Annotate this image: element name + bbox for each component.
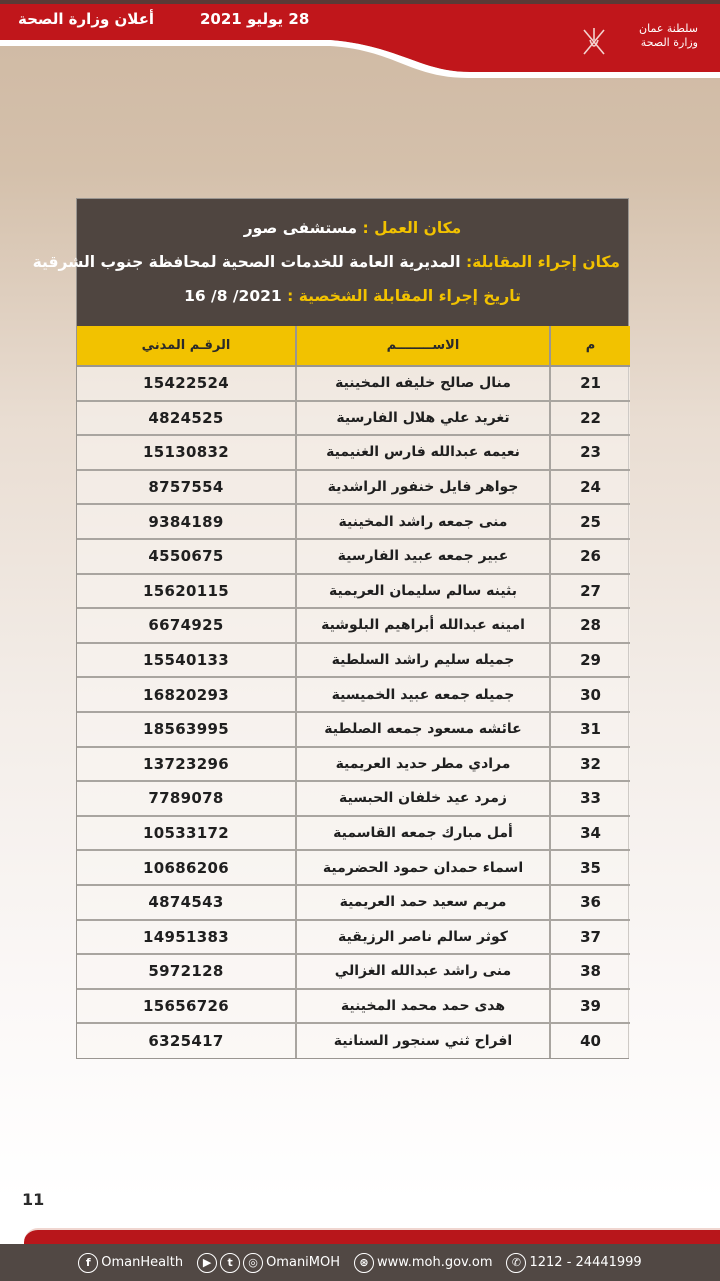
- civil-id: 15656726: [77, 989, 296, 1024]
- table-row: [77, 435, 630, 470]
- row-number: 33: [550, 781, 630, 816]
- candidate-name: عبير جمعه عبيد الفارسية: [296, 539, 550, 574]
- facebook-link[interactable]: [78, 1253, 183, 1273]
- row-number: 37: [550, 920, 630, 955]
- table-row: [77, 643, 630, 678]
- civil-id: 9384189: [77, 504, 296, 539]
- row-number: 24: [550, 470, 630, 505]
- table-row: [77, 989, 630, 1024]
- announcement-title: أعلان وزارة الصحة: [18, 10, 155, 28]
- table-row: [77, 747, 630, 782]
- page-number: 11: [22, 1190, 45, 1209]
- candidate-name: زمرد عيد خلفان الحبسية: [296, 781, 550, 816]
- phone-number: 1212 - 24441999: [529, 1255, 642, 1270]
- row-number: 39: [550, 989, 630, 1024]
- candidate-name: جواهر فايل خنفور الراشدية: [296, 470, 550, 505]
- interview-info-box: [32, 199, 628, 326]
- table-row: [77, 712, 630, 747]
- table-row: [77, 401, 630, 436]
- table-row: [77, 954, 630, 989]
- row-number: 22: [550, 401, 630, 436]
- row-number: 31: [550, 712, 630, 747]
- facebook-handle: OmanHealth: [101, 1255, 184, 1270]
- civil-id: 15620115: [77, 574, 296, 609]
- youtube-icon[interactable]: ▶: [197, 1253, 217, 1273]
- facebook-icon: f: [78, 1253, 98, 1273]
- civil-id: 10686206: [77, 850, 296, 885]
- workplace-label: مكان العمل :: [362, 219, 462, 237]
- table-row: [77, 850, 630, 885]
- candidate-name: أمل مبارك جمعه القاسمية: [296, 816, 550, 851]
- phone-link[interactable]: [506, 1253, 641, 1273]
- candidate-name: مرادي مطر حديد العريمية: [296, 747, 550, 782]
- instagram-icon[interactable]: ◎: [243, 1253, 263, 1273]
- candidate-name: جميله سليم راشد السلطية: [296, 643, 550, 678]
- table-row: [77, 1023, 630, 1058]
- civil-id: 6674925: [77, 608, 296, 643]
- interview-date-label: تاريخ إجراء المقابلة الشخصية :: [287, 287, 521, 305]
- civil-id: 7789078: [77, 781, 296, 816]
- table-row: [77, 885, 630, 920]
- table-row: [77, 816, 630, 851]
- civil-id: 18563995: [77, 712, 296, 747]
- candidate-name: نعيمه عبدالله فارس الغنيمية: [296, 435, 550, 470]
- civil-id: 13723296: [77, 747, 296, 782]
- candidates-table: [77, 326, 630, 1058]
- table-row: [77, 366, 630, 401]
- civil-id: 15540133: [77, 643, 296, 678]
- table-row: [77, 781, 630, 816]
- candidate-name: تغريد علي هلال الفارسية: [296, 401, 550, 436]
- logo-text-ministry: وزارة الصحة: [640, 36, 698, 49]
- civil-id: 14951383: [77, 920, 296, 955]
- header-name: الاســــــــم: [296, 326, 550, 366]
- table-row: [77, 920, 630, 955]
- civil-id: 5972128: [77, 954, 296, 989]
- table-row: [77, 539, 630, 574]
- announcement-date: 28 يوليو 2021: [200, 10, 310, 28]
- candidate-name: هدى حمد محمد المخينية: [296, 989, 550, 1024]
- row-number: 25: [550, 504, 630, 539]
- header-number: م: [550, 326, 630, 366]
- interview-place-label: مكان إجراء المقابلة:: [465, 253, 620, 271]
- candidate-name: مريم سعيد حمد العريمية: [296, 885, 550, 920]
- workplace-value: مستشفى صور: [243, 219, 358, 237]
- crescent-emblem-icon: [568, 12, 618, 72]
- row-number: 35: [550, 850, 630, 885]
- twitter-icon[interactable]: t: [220, 1253, 240, 1273]
- civil-id: 4550675: [77, 539, 296, 574]
- website-url: www.moh.gov.om: [377, 1255, 493, 1270]
- row-number: 38: [550, 954, 630, 989]
- website-link[interactable]: [354, 1253, 492, 1273]
- phone-icon: ✆: [506, 1253, 526, 1273]
- ministry-logo: [568, 12, 708, 72]
- row-number: 21: [550, 366, 630, 401]
- row-number: 29: [550, 643, 630, 678]
- table-row: [77, 574, 630, 609]
- interview-place-line: [32, 245, 620, 279]
- row-number: 27: [550, 574, 630, 609]
- row-number: 36: [550, 885, 630, 920]
- row-number: 26: [550, 539, 630, 574]
- civil-id: 8757554: [77, 470, 296, 505]
- workplace-line: [85, 211, 620, 245]
- web-icon: ⊛: [354, 1253, 374, 1273]
- table-row: [77, 608, 630, 643]
- row-number: 40: [550, 1023, 630, 1058]
- social-handle: OmaniMOH: [266, 1255, 341, 1270]
- civil-id: 16820293: [77, 677, 296, 712]
- social-links[interactable]: [197, 1253, 340, 1273]
- candidate-name: منى راشد عبدالله الغزالي: [296, 954, 550, 989]
- row-number: 23: [550, 435, 630, 470]
- table-row: [77, 677, 630, 712]
- candidate-name: بثينه سالم سليمان العريمية: [296, 574, 550, 609]
- row-number: 28: [550, 608, 630, 643]
- table-header-row: [77, 326, 630, 366]
- candidate-name: جميله جمعه عبيد الخميسية: [296, 677, 550, 712]
- civil-id: 6325417: [77, 1023, 296, 1058]
- candidate-name: منى جمعه راشد المخينية: [296, 504, 550, 539]
- row-number: 34: [550, 816, 630, 851]
- row-number: 30: [550, 677, 630, 712]
- footer-contact-bar: [0, 1244, 720, 1281]
- civil-id: 4824525: [77, 401, 296, 436]
- interview-place-value: المديرية العامة للخدمات الصحية لمحافظة جنوب الشرقية: [32, 253, 461, 271]
- row-number: 32: [550, 747, 630, 782]
- candidate-name: كوثر سالم ناصر الرزيقية: [296, 920, 550, 955]
- candidate-name: عائشه مسعود جمعه الصلطية: [296, 712, 550, 747]
- candidates-table-container: [32, 198, 629, 1059]
- interview-date-value: 16 /8 /2021: [184, 287, 282, 305]
- table-row: [77, 470, 630, 505]
- candidate-name: افراح ثني سنجور السنانية: [296, 1023, 550, 1058]
- civil-id: 15422524: [77, 366, 296, 401]
- civil-id: 10533172: [77, 816, 296, 851]
- candidate-name: منال صالح خليفه المخينية: [296, 366, 550, 401]
- candidate-name: امينه عبدالله أبراهيم البلوشية: [296, 608, 550, 643]
- candidate-name: اسماء حمدان حمود الحضرمية: [296, 850, 550, 885]
- table-row: [77, 504, 630, 539]
- civil-id: 4874543: [77, 885, 296, 920]
- interview-date-line: [85, 279, 620, 313]
- logo-text-country: سلطنة عمان: [639, 22, 698, 35]
- header-civil-id: الرقـم المدني: [77, 326, 296, 366]
- civil-id: 15130832: [77, 435, 296, 470]
